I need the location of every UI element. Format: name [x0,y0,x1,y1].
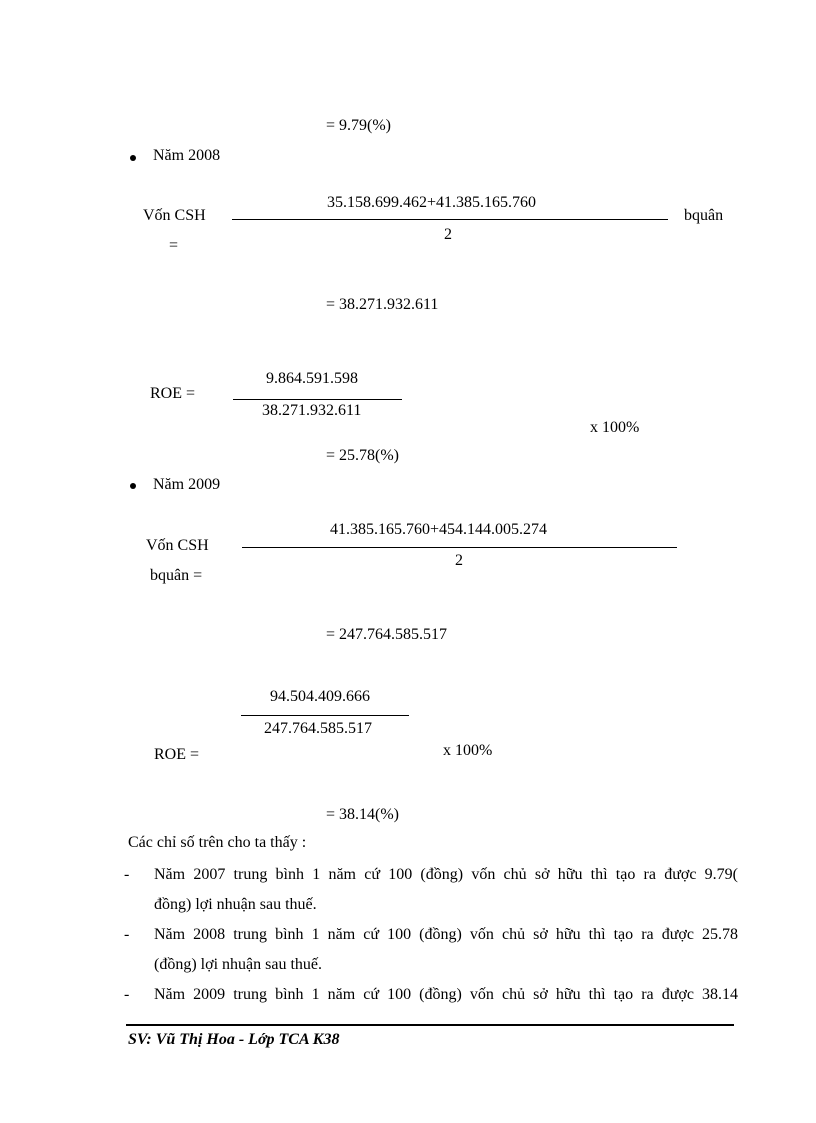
fraction-bar-roe-2008 [233,399,402,400]
list-dash: - [124,986,130,1003]
list-item-line1: Năm 2007 trung bình 1 năm cứ 100 (đồng) vốn chủ sở hữu thì tạo ra được 9.79( [154,866,738,883]
von-csh-2009-label-line2: bquân = [150,567,203,584]
list-dash: - [124,866,130,883]
list-item [124,860,738,890]
bullet-icon [130,483,136,489]
footer-rule [126,1024,734,1026]
von-csh-2009-label: Vốn CSH [146,537,209,554]
von-csh-2008-equals: = [169,237,179,254]
roe-2009-numerator: 94.504.409.666 [270,688,370,705]
list-item-line2: đồng) lợi nhuận sau thuế. [154,896,317,913]
list-item [124,920,738,950]
von-csh-2008-result: = 38.271.932.611 [326,296,439,313]
list-item-line1: Năm 2009 trung bình 1 năm cứ 100 (đồng) vốn chủ sở hữu thì tạo ra được 38.14 [154,986,738,1003]
fraction-bar-von-2008 [232,219,668,220]
fraction-bar-von-2009 [242,547,677,548]
roe-2009-multiplier: x 100% [443,742,493,759]
page-footer: SV: Vũ Thị Hoa - Lớp TCA K38 [128,1031,340,1048]
year-2009-heading: Năm 2009 [153,476,221,493]
roe-2009-denominator: 247.764.585.517 [264,720,372,737]
roe-2009-result: = 38.14(%) [326,806,400,823]
list-item [124,980,738,1010]
von-csh-2008-denominator: 2 [444,226,452,243]
list-item-line1: Năm 2008 trung bình 1 năm cứ 100 (đồng) vốn chủ sở hữu thì tạo ra được 25.78 [154,926,738,943]
von-csh-2008-label: Vốn CSH [143,207,206,224]
conclusion-intro: Các chỉ số trên cho ta thấy : [128,834,307,851]
list-item-line2: (đồng) lợi nhuận sau thuế. [154,956,322,973]
bullet-icon [130,155,136,161]
von-csh-2009-result: = 247.764.585.517 [326,626,448,643]
roe-2008-label: ROE = [150,385,196,402]
roe-2009-label: ROE = [154,746,200,763]
von-csh-2008-suffix: bquân [684,207,724,224]
list-dash: - [124,926,130,943]
conclusion-list [124,860,738,1010]
von-csh-2009-numerator: 41.385.165.760+454.144.005.274 [330,521,548,538]
year-2008-heading: Năm 2008 [153,147,221,164]
roe-2008-denominator: 38.271.932.611 [262,402,362,419]
fraction-bar-roe-2009 [241,715,409,716]
roe-2008-multiplier: x 100% [590,419,640,436]
roe-2008-numerator: 9.864.591.598 [266,370,358,387]
von-csh-2009-denominator: 2 [455,552,463,569]
von-csh-2008-numerator: 35.158.699.462+41.385.165.760 [327,194,537,211]
roe-2008-result: = 25.78(%) [326,447,400,464]
roe-2007-result: = 9.79(%) [326,117,392,134]
